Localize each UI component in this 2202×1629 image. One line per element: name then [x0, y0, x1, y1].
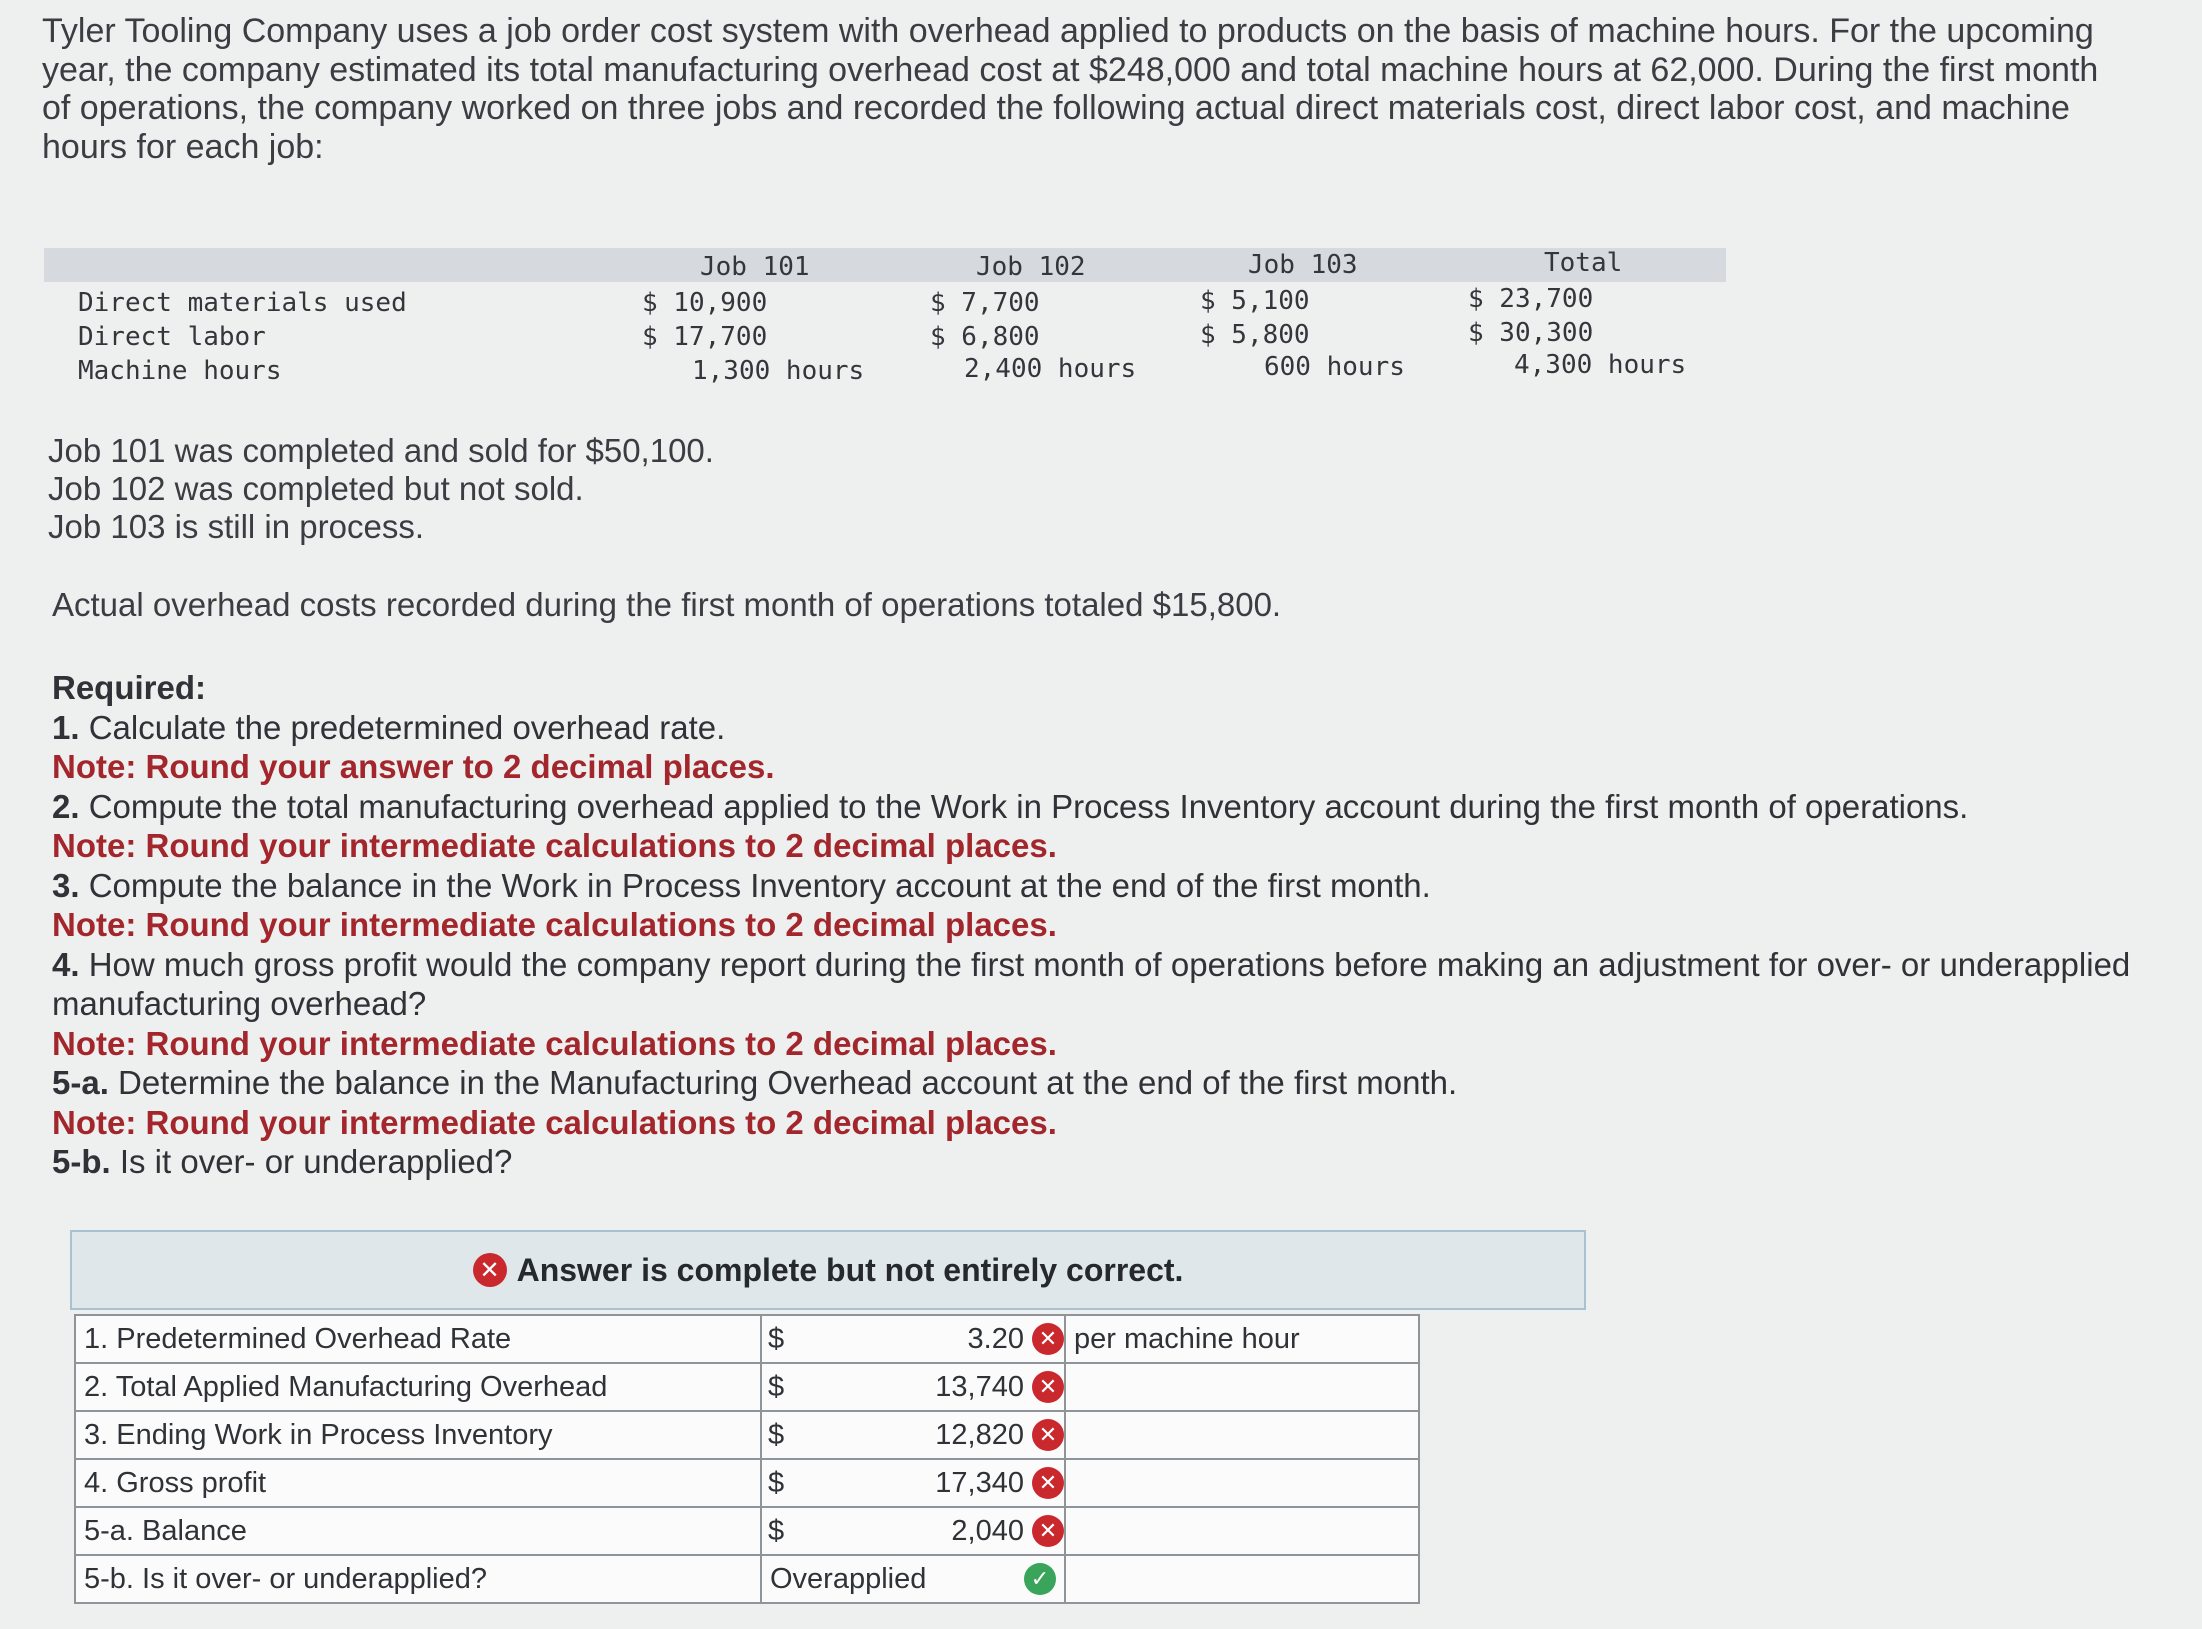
header-total: Total: [1544, 248, 1623, 278]
answer-label-3: 3. Ending Work in Process Inventory: [75, 1411, 761, 1459]
answer-unit-2: [1065, 1363, 1419, 1411]
cell-labor-total: $ 30,300: [1468, 318, 1594, 348]
dollar-sign: $: [761, 1411, 836, 1459]
cell-materials-102: $ 7,700: [930, 288, 1040, 318]
answer-input-4[interactable]: [836, 1459, 1065, 1507]
table-row: [75, 1363, 1419, 1411]
required-note-2: Note: Round your intermediate calculations to 2 decimal places.: [52, 827, 1057, 864]
answer-status-text: Answer is complete but not entirely correct.: [516, 1251, 1184, 1288]
answer-input-5a[interactable]: [836, 1507, 1065, 1555]
answer-unit-4: [1065, 1459, 1419, 1507]
answer-value-2: 13,740: [935, 1370, 1024, 1403]
cell-materials-101: $ 10,900: [642, 288, 768, 318]
answer-input-3[interactable]: [836, 1411, 1065, 1459]
incorrect-icon: ✕: [1032, 1467, 1064, 1499]
answer-value-5a: 2,040: [951, 1514, 1024, 1547]
header-job-101: Job 101: [700, 252, 810, 282]
answer-label-5b: 5-b. Is it over- or underapplied?: [75, 1555, 761, 1603]
cell-hours-102: 2,400 hours: [964, 354, 1137, 384]
answer-value-1: 3.20: [967, 1322, 1024, 1355]
table-row: [75, 1459, 1419, 1507]
cell-labor-103: $ 5,800: [1200, 320, 1310, 350]
required-note-4: Note: Round your intermediate calculations to 2 decimal places.: [52, 1024, 1057, 1062]
table-row: [75, 1507, 1419, 1555]
answer-unit-3: [1065, 1411, 1419, 1459]
status-job-102: Job 102 was completed but not sold.: [48, 470, 584, 507]
jobs-table-header-band: [44, 248, 1726, 282]
cell-labor-101: $ 17,700: [642, 322, 768, 352]
required-item-5b: 5-b. Is it over- or underapplied?: [52, 1143, 513, 1180]
row-label-labor: Direct labor: [78, 322, 266, 352]
status-job-103: Job 103 is still in process.: [48, 508, 425, 545]
answer-status-banner: [70, 1230, 1586, 1310]
answer-value-5b: Overapplied: [770, 1562, 927, 1595]
cell-materials-103: $ 5,100: [1200, 286, 1310, 316]
table-row: [75, 1555, 1419, 1603]
problem-intro: Tyler Tooling Company uses a job order cost system with overhead applied to products on the basis of machine hours. For the upcoming year, the company estimated its total manufacturing overhead cost at $248,000 and total machine hours at 62,000. During the first month of operations, the company worked on three jobs and recorded the following actual direct materials cost, direct labor cost, and machine hours for each job:: [42, 12, 2099, 166]
answer-value-4: 17,340: [935, 1466, 1024, 1499]
answer-select-5b[interactable]: [761, 1555, 1065, 1603]
required-note-3: Note: Round your intermediate calculations to 2 decimal places.: [52, 906, 1057, 943]
required-note-1: Note: Round your answer to 2 decimal places.: [52, 748, 775, 785]
x-circle-icon: ✕: [473, 1253, 507, 1287]
required-title: Required:: [52, 669, 207, 706]
cell-hours-total: 4,300 hours: [1514, 350, 1687, 380]
answer-label-2: 2. Total Applied Manufacturing Overhead: [75, 1363, 761, 1411]
answer-label-5a: 5-a. Balance: [75, 1507, 761, 1555]
table-row: [75, 1315, 1419, 1363]
answer-unit-5a: [1065, 1507, 1419, 1555]
dollar-sign: $: [761, 1363, 836, 1411]
correct-check-icon: ✓: [1024, 1563, 1056, 1595]
row-label-machine-hours: Machine hours: [78, 356, 282, 386]
header-job-102: Job 102: [976, 252, 1086, 282]
incorrect-icon: ✕: [1032, 1371, 1064, 1403]
answer-table: [74, 1314, 1420, 1604]
table-row: [75, 1411, 1419, 1459]
required-item-1: 1. Calculate the predetermined overhead rate.: [52, 708, 726, 746]
required-item-5a: 5-a. Determine the balance in the Manufacturing Overhead account at the end of the first month.: [52, 1064, 1458, 1101]
cell-materials-total: $ 23,700: [1468, 284, 1594, 314]
required-item-4: 4. How much gross profit would the company report during the first month of operations before making an adjustment for over- or underapplied manufacturing overhead?: [52, 945, 2131, 1022]
dollar-sign: $: [761, 1459, 836, 1507]
cell-labor-102: $ 6,800: [930, 322, 1040, 352]
answer-value-3: 12,820: [935, 1418, 1024, 1451]
incorrect-icon: ✕: [1032, 1515, 1064, 1547]
answer-label-1: 1. Predetermined Overhead Rate: [75, 1315, 761, 1363]
actual-overhead-text: Actual overhead costs recorded during the first month of operations totaled $15,800.: [52, 586, 1282, 623]
answer-label-4: 4. Gross profit: [75, 1459, 761, 1507]
cell-hours-101: 1,300 hours: [692, 356, 865, 386]
required-note-5a: Note: Round your intermediate calculations to 2 decimal places.: [52, 1103, 1057, 1141]
row-label-materials: Direct materials used: [78, 288, 407, 318]
dollar-sign: $: [761, 1315, 836, 1363]
cell-hours-103: 600 hours: [1264, 352, 1405, 382]
answer-input-2[interactable]: [836, 1363, 1065, 1411]
incorrect-icon: ✕: [1032, 1419, 1064, 1451]
dollar-sign: $: [761, 1507, 836, 1555]
jobs-table: [44, 248, 1726, 398]
status-job-101: Job 101 was completed and sold for $50,100.: [48, 432, 714, 469]
header-job-103: Job 103: [1248, 250, 1358, 280]
answer-input-1[interactable]: [836, 1315, 1065, 1363]
answer-unit-1: per machine hour: [1065, 1315, 1419, 1363]
required-item-2: 2. Compute the total manufacturing overhead applied to the Work in Process Inventory account during the first month of operations.: [52, 787, 1969, 825]
required-item-3: 3. Compute the balance in the Work in Process Inventory account at the end of the first month.: [52, 866, 1431, 904]
required-section: [52, 668, 2132, 1182]
incorrect-icon: ✕: [1032, 1323, 1064, 1355]
answer-unit-5b: [1065, 1555, 1419, 1603]
